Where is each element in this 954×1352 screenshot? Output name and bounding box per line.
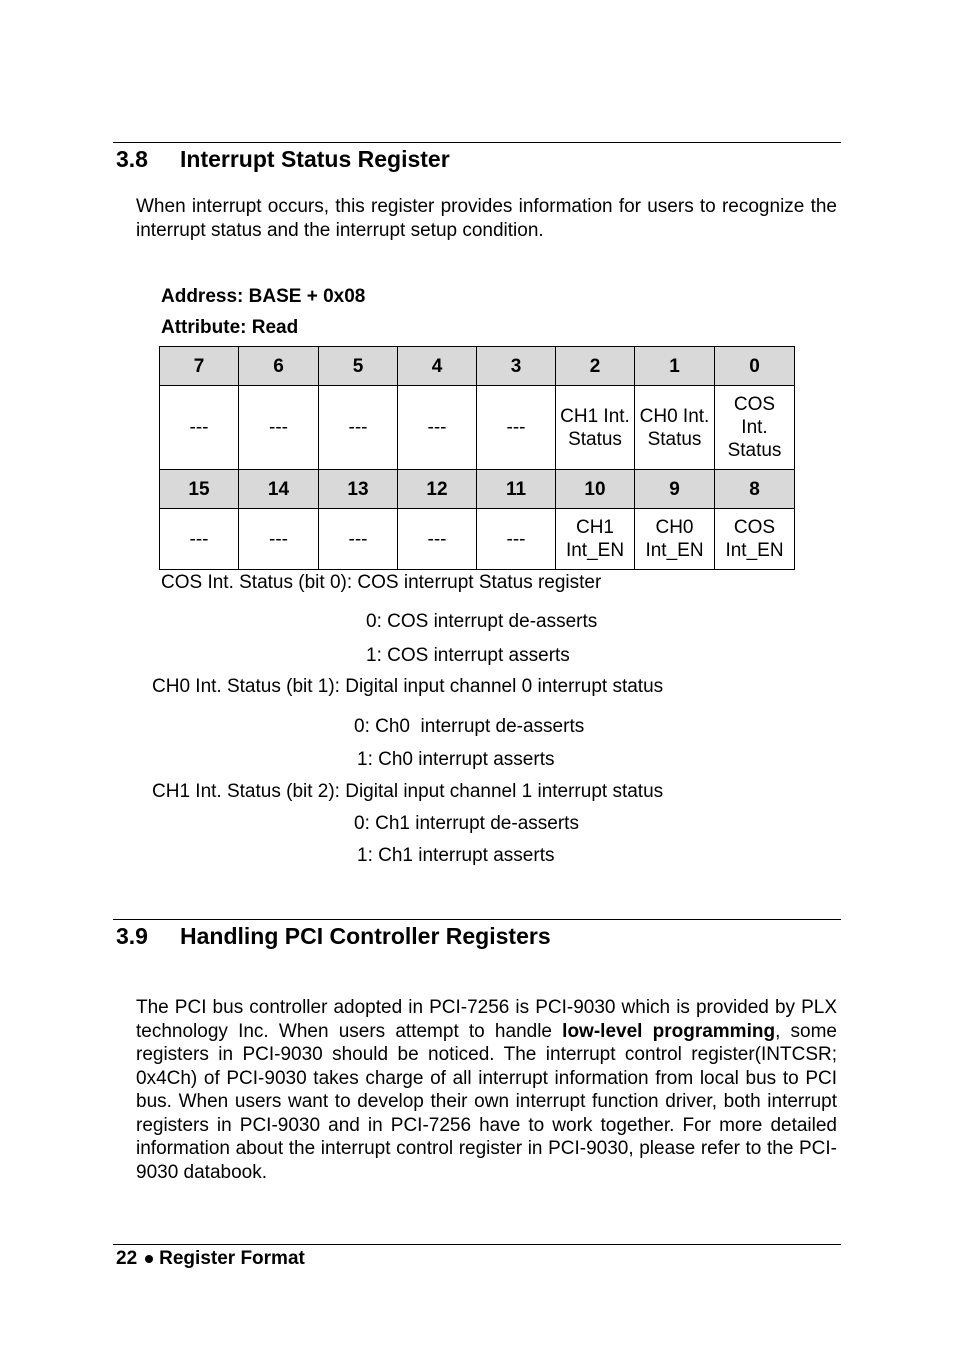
section-39-text-b: , some registers in PCI-9030 should be noticed. The interrupt control register(INTCSR; 0x4Ch) of PCI-9030 takes charge of all interrupt information from local bus to PCI bus. When users want to develop their own interrupt function driver, both interrupt registers in PCI-9030 and in PCI-7256 have to work together. For more detailed information about the interrupt control register in PCI-9030, please refer to the PCI-9030 databook. — [136, 1020, 837, 1183]
field-bit-7 — [160, 386, 239, 470]
field-text-line: --- — [427, 528, 447, 550]
bit-number-2: 2 — [556, 347, 635, 386]
bit-number-5: 5 — [319, 347, 398, 386]
field-bit-1 — [635, 386, 715, 470]
cos-status-title: COS Int. Status (bit 0): COS interrupt Status register — [161, 572, 602, 593]
field-text-line: Status — [727, 440, 782, 461]
field-bit-14 — [239, 509, 319, 570]
bit-number-9: 9 — [635, 470, 715, 509]
section-39-body — [136, 996, 837, 1184]
bit-number-11: 11 — [477, 470, 556, 509]
bit-number-15: 15 — [160, 470, 239, 509]
field-text-line: --- — [506, 417, 526, 438]
field-bit-12 — [398, 509, 477, 570]
field-bit-8 — [715, 509, 795, 570]
field-text-line: --- — [189, 528, 209, 550]
ch1-status-1: 1: Ch1 interrupt asserts — [357, 845, 555, 866]
ch0-status-1: 1: Ch0 interrupt asserts — [357, 749, 555, 770]
field-text-line: CH1 Int. — [560, 405, 630, 427]
field-text-line: --- — [269, 528, 288, 550]
field-bit-10 — [556, 509, 635, 570]
field-bit-0 — [715, 386, 795, 470]
footer-rule — [113, 1244, 841, 1245]
ch0-status-0: 0: Ch0 interrupt de-asserts — [354, 716, 585, 737]
register-bit-table — [159, 346, 795, 570]
bit-field-row-high — [160, 509, 795, 570]
ch1-status-0: 0: Ch1 interrupt de-asserts — [354, 813, 579, 834]
bit-number-6: 6 — [239, 347, 319, 386]
field-bit-2 — [556, 386, 635, 470]
field-bit-3 — [477, 386, 556, 470]
field-text-line: --- — [427, 417, 447, 438]
field-text-line: --- — [506, 528, 526, 550]
section-39-title: Handling PCI Controller Registers — [180, 923, 551, 949]
section-38-intro-text: When interrupt occurs, this register provides information for users to recognize the interrupt status and the interrupt setup condition. — [136, 196, 837, 241]
field-text-line: Int_EN — [645, 540, 704, 561]
field-text-line: COS — [733, 394, 776, 415]
footer-section-name: Register Format — [159, 1248, 305, 1269]
field-bit-11 — [477, 509, 556, 570]
ch0-status-title: CH0 Int. Status (bit 1): Digital input channel 0 interrupt status — [152, 676, 664, 697]
field-text-line: --- — [269, 417, 288, 438]
section-38-heading — [116, 146, 450, 173]
bullet-icon — [145, 1255, 153, 1263]
bit-number-1: 1 — [635, 347, 715, 386]
field-text-line: Int_EN — [725, 540, 784, 561]
field-text-line: Status — [647, 428, 702, 450]
field-bit-15 — [160, 509, 239, 570]
section-38-rule — [113, 142, 841, 143]
bit-number-8: 8 — [715, 470, 795, 509]
bit-number-3: 3 — [477, 347, 556, 386]
page-number: 22 — [116, 1248, 138, 1269]
section-38-title: Interrupt Status Register — [180, 146, 450, 172]
bit-number-14: 14 — [239, 470, 319, 509]
field-text-line: CH0 Int. — [639, 405, 710, 427]
field-bit-9 — [635, 509, 715, 570]
field-bit-5 — [319, 386, 398, 470]
bit-field-row-low — [160, 386, 795, 470]
bit-header-row-high — [160, 470, 795, 509]
section-38-number: 3.8 — [116, 146, 148, 172]
section-39-paragraph — [136, 996, 837, 1184]
section-39-number: 3.9 — [116, 923, 148, 949]
cos-status-0: 0: COS interrupt de-asserts — [366, 611, 598, 632]
cos-status-1: 1: COS interrupt asserts — [366, 645, 570, 666]
register-address: Address: BASE + 0x08 — [161, 286, 366, 307]
bit-number-4: 4 — [398, 347, 477, 386]
bit-number-12: 12 — [398, 470, 477, 509]
field-text-line: CH1 — [575, 517, 614, 538]
ch1-status-title: CH1 Int. Status (bit 2): Digital input channel 1 interrupt status — [152, 781, 664, 802]
section-38-intro — [136, 195, 837, 242]
field-text-line: Int. — [741, 417, 768, 438]
section-39-text-a: The PCI bus controller adopted in PCI-7256 is PCI-9030 which is provided by PLX technology Inc. When users attempt to handle — [136, 997, 837, 1042]
field-text-line: --- — [348, 528, 368, 550]
field-bit-4 — [398, 386, 477, 470]
register-attribute: Attribute: Read — [161, 317, 299, 338]
section-39-rule — [113, 919, 841, 920]
page-footer — [116, 1248, 305, 1270]
field-text-line: CH0 — [655, 517, 694, 538]
field-text-line: --- — [348, 417, 368, 438]
field-text-line: Status — [568, 428, 622, 450]
section-39-bold-term: low-level programming — [562, 1020, 776, 1042]
bit-number-13: 13 — [319, 470, 398, 509]
field-text-line: --- — [189, 417, 209, 438]
field-bit-6 — [239, 386, 319, 470]
field-bit-13 — [319, 509, 398, 570]
field-text-line: Int_EN — [565, 540, 625, 561]
bit-number-10: 10 — [556, 470, 635, 509]
section-39-heading — [116, 923, 551, 950]
bit-header-row-low — [160, 347, 795, 386]
bit-number-0: 0 — [715, 347, 795, 386]
bit-number-7: 7 — [160, 347, 239, 386]
field-text-line: COS — [733, 517, 776, 538]
